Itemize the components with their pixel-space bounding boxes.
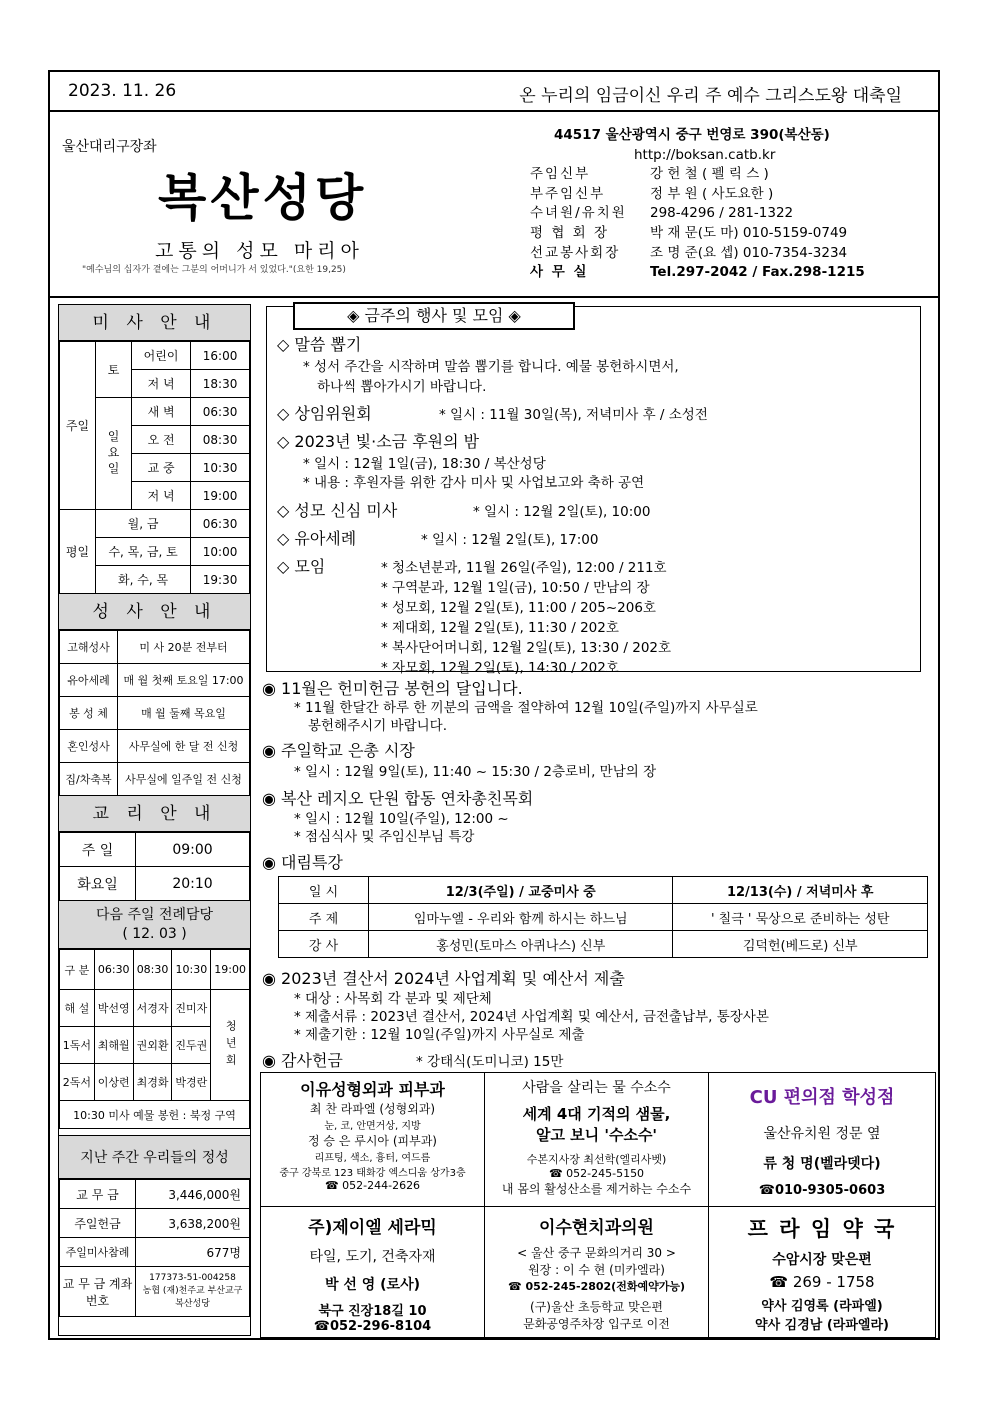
sunday-day-label: 일요일: [96, 398, 132, 510]
text-cell: 저 녁: [132, 370, 191, 398]
sunday-label: 주일: [60, 342, 96, 510]
region-label: 울산대리구장좌: [62, 139, 157, 155]
text-cell: 3,446,000원: [136, 1180, 250, 1209]
text-cell: 프 라 임 약 국: [747, 1217, 897, 1241]
text-cell: 해 설: [60, 990, 95, 1027]
text-cell: 진미자: [172, 990, 211, 1027]
event-baptism: ◇ 유아세례: [277, 529, 357, 548]
text-cell: 매 월 첫째 토요일 17:00: [118, 664, 250, 697]
staff-row: [530, 185, 865, 205]
text-cell: 19:00: [211, 950, 250, 990]
text-cell: 내 몸의 활성산소를 제거하는 수소수: [501, 1182, 692, 1196]
text-cell: 주)제이엘 세라믹: [308, 1218, 437, 1238]
text-cell: 최경화: [133, 1064, 172, 1101]
parish-logo-title: 복산성당: [158, 168, 368, 227]
text-cell: 주일미사참례: [60, 1238, 136, 1267]
text-cell: 타일, 도기, 건축자재: [309, 1249, 436, 1265]
text-cell: ☎ 269 - 1758: [769, 1273, 875, 1291]
text-cell: 20:10: [136, 867, 250, 901]
parish-url[interactable]: http://boksan.catb.kr: [634, 146, 776, 163]
text-cell: 강 사: [279, 931, 369, 958]
text-cell: 12/3(주일) / 교중미사 중: [369, 877, 673, 904]
feast-title: 온 누리의 임금이신 우리 주 예수 그리스도왕 대축일: [519, 86, 902, 106]
text-cell: 2독서: [60, 1064, 95, 1101]
text-cell: * 성서 주간을 시작하며 말씀 뽑기를 합니다. 예물 봉헌하시면서,: [303, 359, 679, 375]
text-cell: 어린이: [132, 342, 191, 370]
text-cell: 08:30: [191, 426, 250, 454]
text-cell: * 대상 : 사목회 각 분과 및 제단체: [294, 991, 492, 1007]
text-cell: 박경란: [172, 1064, 211, 1101]
text-cell: 임마누엘 - 우리와 함께 하시는 하느님: [369, 904, 673, 931]
account-label: 교 무 금 계좌번호: [60, 1267, 136, 1317]
text-cell: * 복사단어머니회, 12월 2일(토), 13:30 / 202호: [381, 640, 672, 656]
event-meeting: ◇ 모임: [277, 557, 326, 576]
event-council: ◇ 상임위원회: [277, 404, 372, 423]
text-cell: 약사 김경남 (라파엘라): [755, 1318, 889, 1333]
staff-row: [530, 165, 865, 185]
text-cell: 주 제: [279, 904, 369, 931]
staff-row: [530, 204, 865, 224]
sacrament-table: [59, 630, 250, 796]
notice-thanks: ◉ 감사헌금: [262, 1051, 343, 1070]
text-cell: * 제출기한 : 12월 10일(주일)까지 사무실로 제출: [294, 1027, 585, 1043]
ad-cu-store[interactable]: [709, 1073, 935, 1207]
text-cell: * 일시 : 11월 30일(목), 저녁미사 후 / 소성전: [439, 407, 708, 423]
weekly-events-box: [266, 306, 921, 676]
notice-sunday-school: ◉ 주일학교 은총 시장: [262, 741, 415, 760]
text-cell: * 강태식(도미니코) 15만: [416, 1054, 564, 1070]
text-cell: 중구 강북로 123 태화강 엑스디움 상가3층: [279, 1168, 466, 1179]
text-cell: 일 시: [279, 877, 369, 904]
text-cell: < 울산 중구 문화의거리 30 >: [517, 1246, 676, 1260]
text-cell: ☎ 052-245-2802(전화예약가능): [507, 1280, 685, 1293]
text-cell: 사 무 실: [530, 264, 589, 281]
text-cell: * 제출서류 : 2023년 결산서, 2024년 사업계획 및 예산서, 금전출납부, 통장사본: [294, 1009, 769, 1025]
weekday-label: 평일: [60, 510, 96, 594]
text-cell: * 구역분과, 12월 1일(금), 10:50 / 만남의 장: [381, 580, 650, 596]
text-cell: 18:30: [191, 370, 250, 398]
liturgy-table: [59, 949, 250, 1129]
text-cell: 주일헌금: [60, 1209, 136, 1238]
text-cell: 문화공영주차장 입구로 이전: [523, 1317, 670, 1331]
saturday-label: 토: [96, 342, 132, 398]
sacrament-guide-title: 성 사 안 내: [59, 594, 250, 630]
text-cell: 사람을 살리는 물 수소수: [522, 1080, 671, 1096]
text-cell: 수, 목, 금, 토: [96, 538, 191, 566]
text-cell: 진두권: [172, 1027, 211, 1064]
text-cell: * 청소년분과, 11월 26일(주일), 12:00 / 211호: [381, 560, 667, 576]
mass-schedule-table: [59, 341, 250, 594]
text-cell: 구 분: [60, 950, 95, 990]
text-cell: * 11월 한달간 하루 한 끼분의 금액을 절약하여 12월 10일(주일)까지 사무실로: [294, 700, 758, 716]
text-cell: 홍성민(토마스 아퀴나스) 신부: [369, 931, 673, 958]
bulletin-frame: [48, 70, 940, 1340]
notice-budget: ◉ 2023년 결산서 2024년 사업계획 및 예산서 제출: [262, 969, 625, 988]
text-cell: * 일시 : 12월 1일(금), 18:30 / 복산성당: [303, 456, 546, 472]
catechism-table: [59, 832, 250, 901]
scripture-quote: "예수님의 십자가 곁에는 그분의 어머니가 서 있었다."(요한 19,25): [82, 265, 346, 275]
text-cell: 세계 4대 기적의 샘물,: [522, 1105, 671, 1123]
text-cell: 김덕헌(베드로) 신부: [673, 931, 928, 958]
text-cell: 사무실에 한 달 전 신청: [118, 730, 250, 763]
ad-clinic[interactable]: [261, 1073, 485, 1207]
text-cell: * 일시 : 12월 9일(토), 11:40 ~ 15:30 / 2층로비, 만남의 장: [294, 764, 657, 780]
ad-dental[interactable]: [485, 1207, 709, 1337]
text-cell: 매 월 둘째 목요일: [118, 697, 250, 730]
text-cell: 북구 진장18길 10: [318, 1304, 427, 1319]
text-cell: 집/차축복: [60, 763, 118, 796]
text-cell: 정 승 은 루시아 (피부과): [308, 1134, 437, 1148]
text-cell: 09:00: [136, 833, 250, 867]
text-cell: ☎ 052-244-2626: [324, 1179, 421, 1192]
text-cell: 3,638,200원: [136, 1209, 250, 1238]
offering-note: 10:30 미사 예물 봉헌 : 북정 구역: [60, 1101, 250, 1129]
staff-row: [530, 244, 865, 264]
text-cell: Tel.297-2042 / Fax.298-1215: [650, 264, 865, 281]
liturgy-title: [59, 901, 250, 949]
text-cell: 고해성사: [60, 631, 118, 664]
youth-group: 청년회: [211, 990, 250, 1101]
text-cell: * 내용 : 후원자를 위한 감사 미사 및 사업보고와 축하 공연: [303, 475, 645, 491]
text-cell: 혼인성사: [60, 730, 118, 763]
ad-hydrogen-water[interactable]: [485, 1073, 709, 1207]
text-cell: 오 전: [132, 426, 191, 454]
text-cell: 농협 (재)천주교 부산교구: [142, 1286, 243, 1296]
text-cell: 06:30: [94, 950, 133, 990]
text-cell: 원장 : 이 수 현 (미카엘라): [528, 1263, 665, 1277]
text-cell: 화요일: [60, 867, 136, 901]
text-cell: 정 부 원 ( 사도요한 ): [650, 185, 774, 202]
text-cell: 06:30: [191, 398, 250, 426]
text-cell: 봉 성 체: [60, 697, 118, 730]
ads-grid: [260, 1072, 936, 1338]
text-cell: 부주임신부: [530, 185, 606, 202]
text-cell: ☎010-9305-0603: [758, 1183, 886, 1198]
text-cell: 19:00: [191, 482, 250, 510]
advent-lecture-table: [278, 876, 928, 958]
text-cell: 이유성형외과 피부과: [300, 1080, 445, 1099]
text-cell: * 자모회, 12월 2일(토), 14:30 / 202호: [381, 660, 619, 676]
liturgy-heading: 다음 주일 전례담당: [95, 907, 214, 923]
text-cell: CU 편의점 학성점: [749, 1087, 895, 1108]
text-cell: 복산성당: [175, 1299, 210, 1309]
text-cell: 최 찬 라파엘 (성형외과): [309, 1102, 436, 1116]
events-title: ◈ 금주의 행사 및 모임 ◈: [293, 302, 575, 330]
text-cell: ' 칠극 ' 묵상으로 준비하는 성탄: [673, 904, 928, 931]
text-cell: (구)울산 초등학교 맞은편: [530, 1300, 663, 1314]
event-word: ◇ 말씀 뽑기: [277, 335, 362, 354]
text-cell: 조 명 준(요 셉) 010-7354-3234: [650, 244, 848, 261]
text-cell: 사무실에 일주일 전 신청: [118, 763, 250, 796]
notice-advent: ◉ 대림특강: [262, 853, 343, 872]
text-cell: 권외환: [133, 1027, 172, 1064]
text-cell: 1독서: [60, 1027, 95, 1064]
issue-date: 2023. 11. 26: [68, 81, 177, 101]
text-cell: 12/13(수) / 저녁미사 후: [673, 877, 928, 904]
text-cell: * 일시 : 12월 10일(주일), 12:00 ~: [294, 811, 509, 827]
text-cell: 수녀원/유치원: [530, 205, 627, 222]
text-cell: 눈, 코, 안면거상, 지방: [324, 1121, 421, 1132]
text-cell: ☎052-296-8104: [313, 1319, 432, 1334]
ad-ceramic[interactable]: [261, 1207, 485, 1337]
text-cell: 류 청 명(벨라뎃다): [763, 1156, 881, 1172]
event-salt: ◇ 2023년 빛·소금 후원의 밤: [277, 432, 480, 451]
header-bar: [50, 72, 938, 112]
text-cell: * 점심식사 및 주임신부님 특강: [294, 829, 475, 845]
text-cell: 수암시장 맞은편: [772, 1252, 872, 1268]
ad-pharmacy[interactable]: [709, 1207, 935, 1337]
text-cell: 선교봉사회장: [530, 244, 621, 261]
text-cell: 박선영: [94, 990, 133, 1027]
office-row: [530, 263, 865, 283]
parish-masthead: [50, 112, 938, 298]
text-cell: * 일시 : 12월 2일(토), 17:00: [421, 532, 599, 548]
notice-offering-month: ◉ 11월은 헌미헌금 봉헌의 달입니다.: [262, 679, 523, 698]
text-cell: * 제대회, 12월 2일(토), 11:30 / 202호: [381, 620, 619, 636]
text-cell: 교 무 금: [60, 1180, 136, 1209]
text-cell: 10:30: [172, 950, 211, 990]
text-cell: 화, 수, 목: [96, 566, 191, 594]
text-cell: 약사 김영록 (라파엘): [761, 1299, 883, 1314]
text-cell: 08:30: [133, 950, 172, 990]
text-cell: 이수현치과의원: [539, 1218, 654, 1238]
text-cell: 16:00: [191, 342, 250, 370]
offering-table: [59, 1179, 250, 1317]
text-cell: 저 녁: [132, 482, 191, 510]
left-sidebar: [58, 304, 251, 1336]
staff-row: [530, 224, 865, 244]
text-cell: 리프팅, 색소, 흉터, 여드름: [314, 1153, 431, 1164]
text-cell: 강 헌 철 ( 펠 릭 스 ): [650, 166, 769, 183]
event-novena: ◇ 성모 신심 미사: [277, 501, 398, 520]
text-cell: 유아세례: [60, 664, 118, 697]
text-cell: 월, 금: [96, 510, 191, 538]
text-cell: 알고 보니 '수소수': [535, 1126, 658, 1144]
offering-title: 지난 주간 우리들의 정성: [59, 1135, 250, 1179]
liturgy-date: ( 12. 03 ): [122, 926, 187, 942]
text-cell: 평 협 회 장: [530, 224, 610, 241]
text-cell: * 일시 : 12월 2일(토), 10:00: [473, 504, 651, 520]
text-cell: 서경자: [133, 990, 172, 1027]
text-cell: 10:30: [191, 454, 250, 482]
text-cell: ☎ 052-245-5150: [548, 1167, 645, 1180]
text-cell: 박 선 영 (로사): [324, 1277, 421, 1293]
text-cell: 주 일: [60, 833, 136, 867]
text-cell: 177373-51-004258: [149, 1273, 236, 1283]
text-cell: 봉헌해주시기 바랍니다.: [308, 718, 447, 734]
text-cell: 수본지사장 최선학(엘리사벳): [526, 1153, 667, 1166]
text-cell: 298-4296 / 281-1322: [650, 205, 794, 222]
text-cell: 06:30: [191, 510, 250, 538]
patron-title: 고통의 성모 마리아: [155, 240, 364, 262]
text-cell: 울산유치원 정문 옆: [763, 1126, 881, 1142]
text-cell: 10:00: [191, 538, 250, 566]
text-cell: 하나씩 뽑아가시기 바랍니다.: [317, 379, 487, 395]
catechism-guide-title: 교 리 안 내: [59, 796, 250, 832]
text-cell: 새 벽: [132, 398, 191, 426]
text-cell: 교 중: [132, 454, 191, 482]
text-cell: 이상련: [94, 1064, 133, 1101]
text-cell: 19:30: [191, 566, 250, 594]
text-cell: 최해월: [94, 1027, 133, 1064]
notice-legio: ◉ 복산 레지오 단원 합동 연차총친목회: [262, 789, 534, 808]
text-cell: 주임신부: [530, 166, 591, 183]
parish-address: 44517 울산광역시 중구 번영로 390(복산동): [554, 127, 830, 143]
text-cell: 677명: [136, 1238, 250, 1267]
parish-info: [530, 126, 865, 283]
main-content: [258, 298, 938, 1340]
mass-guide-title: 미 사 안 내: [59, 305, 250, 341]
text-cell: 박 재 문(도 마) 010-5159-0749: [650, 224, 848, 241]
text-cell: * 성모회, 12월 2일(토), 11:00 / 205~206호: [381, 600, 656, 616]
text-cell: 미 사 20분 전부터: [118, 631, 250, 664]
